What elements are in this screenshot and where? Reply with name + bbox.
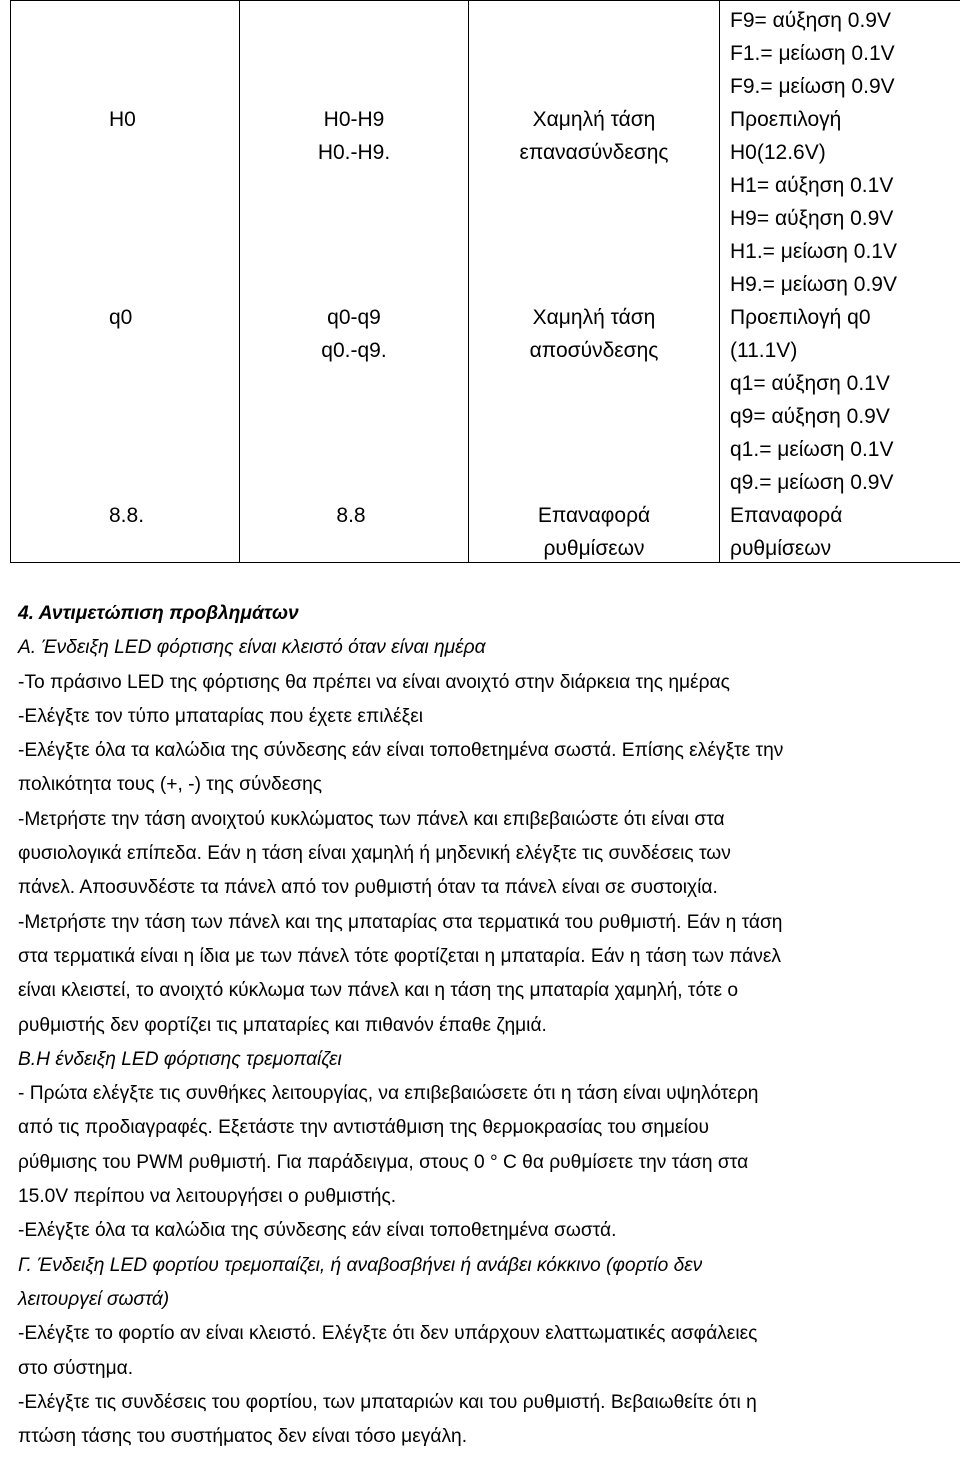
paragraph-line: -Μετρήστε την τάση των πάνελ και της μπαταρίας στα τερματικά του ρυθμιστή. Εάν η τάση bbox=[18, 911, 783, 933]
function-label: Χαμηλή τάση bbox=[532, 306, 656, 329]
note-line: q9.= μείωση 0.9V bbox=[730, 471, 894, 494]
display-range: 8.8 bbox=[336, 504, 366, 527]
note-line: H0(12.6V) bbox=[730, 141, 826, 164]
paragraph-line: -Ελέγξτε τις συνδέσεις του φορτίου, των μπαταριών και του ρυθμιστή. Βεβαιωθείτε ότι η bbox=[18, 1391, 757, 1413]
paragraph-line: -Μετρήστε την τάση ανοιχτού κυκλώματος των πάνελ και επιβεβαιώστε ότι είναι στα bbox=[18, 808, 725, 830]
note-line: q1.= μείωση 0.1V bbox=[730, 438, 894, 461]
display-range: q0-q9 bbox=[327, 306, 381, 329]
subsection-title: Α. Ένδειξη LED φόρτισης είναι κλειστό όταν είναι ημέρα bbox=[18, 637, 486, 659]
paragraph-line: - Πρώτα ελέγξτε τις συνθήκες λειτουργίας, να επιβεβαιώσετε ότι η τάση είναι υψηλότερη bbox=[18, 1083, 759, 1105]
paragraph-line: -Ελέγξτε το φορτίο αν είναι κλειστό. Ελέγξτε ότι δεν υπάρχουν ελαττωματικές ασφάλειες bbox=[18, 1323, 758, 1345]
note-line: (11.1V) bbox=[730, 339, 798, 362]
note-line: F9= αύξηση 0.9V bbox=[730, 9, 891, 32]
subsection-title: Β.Η ένδειξη LED φόρτισης τρεμοπαίζει bbox=[18, 1048, 342, 1070]
display-range: H0-H9 bbox=[323, 108, 385, 131]
troubleshooting-section bbox=[18, 597, 948, 1454]
note-line: H1= αύξηση 0.1V bbox=[730, 174, 894, 197]
paragraph-line: στα τερματικά είναι η ίδια με των πάνελ τότε φορτίζεται η μπαταρία. Εάν η τάση των πάνελ bbox=[18, 945, 781, 967]
paragraph-line: -Ελέγξτε όλα τα καλώδια της σύνδεσης εάν είναι τοποθετημένα σωστά. bbox=[18, 1220, 617, 1242]
note-line: H9.= μείωση 0.9V bbox=[730, 273, 897, 296]
paragraph-line: είναι κλειστεί, το ανοιχτό κύκλωμα των πάνελ και η τάση της μπαταρία χαμηλή, τότε ο bbox=[18, 980, 739, 1002]
subsection-title: λειτουργεί σωστά) bbox=[18, 1288, 170, 1310]
note-line: F1.= μείωση 0.1V bbox=[730, 42, 895, 65]
note-line: F9.= μείωση 0.9V bbox=[730, 75, 895, 98]
note-line: ρυθμίσεων bbox=[730, 537, 832, 560]
function-label: αποσύνδεσης bbox=[529, 339, 659, 362]
note-line: H1.= μείωση 0.1V bbox=[730, 240, 897, 263]
function-label: επανασύνδεσης bbox=[519, 141, 669, 164]
function-label: ρυθμίσεων bbox=[543, 537, 645, 560]
settings-table bbox=[10, 0, 960, 563]
paragraph-line: πτώση τάσης του συστήματος δεν είναι τόσο μεγάλη. bbox=[18, 1426, 468, 1448]
subsection-title: Γ. Ένδειξη LED φορτίου τρεμοπαίζει, ή αναβοσβήνει ή ανάβει κόκκινο (φορτίο δεν bbox=[18, 1254, 703, 1276]
section-heading: 4. Αντιμετώπιση προβλημάτων bbox=[18, 603, 299, 624]
function-label: Χαμηλή τάση bbox=[532, 108, 656, 131]
display-range: H0.-H9. bbox=[317, 141, 391, 164]
paragraph-line: 15.0V περίπου να λειτουργήσει ο ρυθμιστής. bbox=[18, 1186, 397, 1208]
note-line: Προεπιλογή bbox=[730, 108, 842, 131]
paragraph-line: στο σύστημα. bbox=[18, 1357, 134, 1379]
display-column bbox=[240, 1, 469, 563]
paragraph-line: -Το πράσινο LED της φόρτισης θα πρέπει να είναι ανοιχτό στην διάρκεια της ημέρας bbox=[18, 671, 730, 693]
paragraph-line: από τις προδιαγραφές. Εξετάστε την αντιστάθμιση της θερμοκρασίας του σημείου bbox=[18, 1117, 709, 1139]
note-line: Προεπιλογή q0 bbox=[730, 306, 871, 329]
code-q0: q0 bbox=[109, 306, 133, 329]
paragraph-line: πάνελ. Αποσυνδέστε τα πάνελ από τον ρυθμιστή όταν τα πάνελ είναι σε συστοιχία. bbox=[18, 877, 718, 899]
display-range: q0.-q9. bbox=[321, 339, 387, 362]
function-label: Επαναφορά bbox=[537, 504, 651, 527]
paragraph-line: -Ελέγξτε τον τύπο μπαταρίας που έχετε επιλέξει bbox=[18, 705, 424, 727]
paragraph-line: ρύθμισης του PWM ρυθμιστή. Για παράδειγμα, στους 0 ° C θα ρυθμίσετε την τάση στα bbox=[18, 1151, 749, 1173]
code-88: 8.8. bbox=[109, 504, 145, 527]
function-column bbox=[469, 1, 720, 563]
notes-column bbox=[720, 1, 960, 563]
table-row bbox=[11, 1, 960, 563]
note-line: H9= αύξηση 0.9V bbox=[730, 207, 894, 230]
paragraph-line: φυσιολογικά επίπεδα. Εάν η τάση είναι χαμηλή ή μηδενική ελέγξτε τις συνδέσεις των bbox=[18, 843, 731, 865]
paragraph-line: ρυθμιστής δεν φορτίζει τις μπαταρίες και πιθανόν έπαθε ζημιά. bbox=[18, 1014, 547, 1036]
note-line: Επαναφορά bbox=[730, 504, 843, 527]
paragraph-line: πολικότητα τους (+, -) της σύνδεσης bbox=[18, 774, 323, 796]
note-line: q9= αύξηση 0.9V bbox=[730, 405, 890, 428]
note-line: q1= αύξηση 0.1V bbox=[730, 372, 890, 395]
code-h0: H0 bbox=[109, 108, 136, 131]
paragraph-line: -Ελέγξτε όλα τα καλώδια της σύνδεσης εάν είναι τοποθετημένα σωστά. Επίσης ελέγξτε την bbox=[18, 740, 784, 762]
code-column bbox=[11, 1, 240, 563]
